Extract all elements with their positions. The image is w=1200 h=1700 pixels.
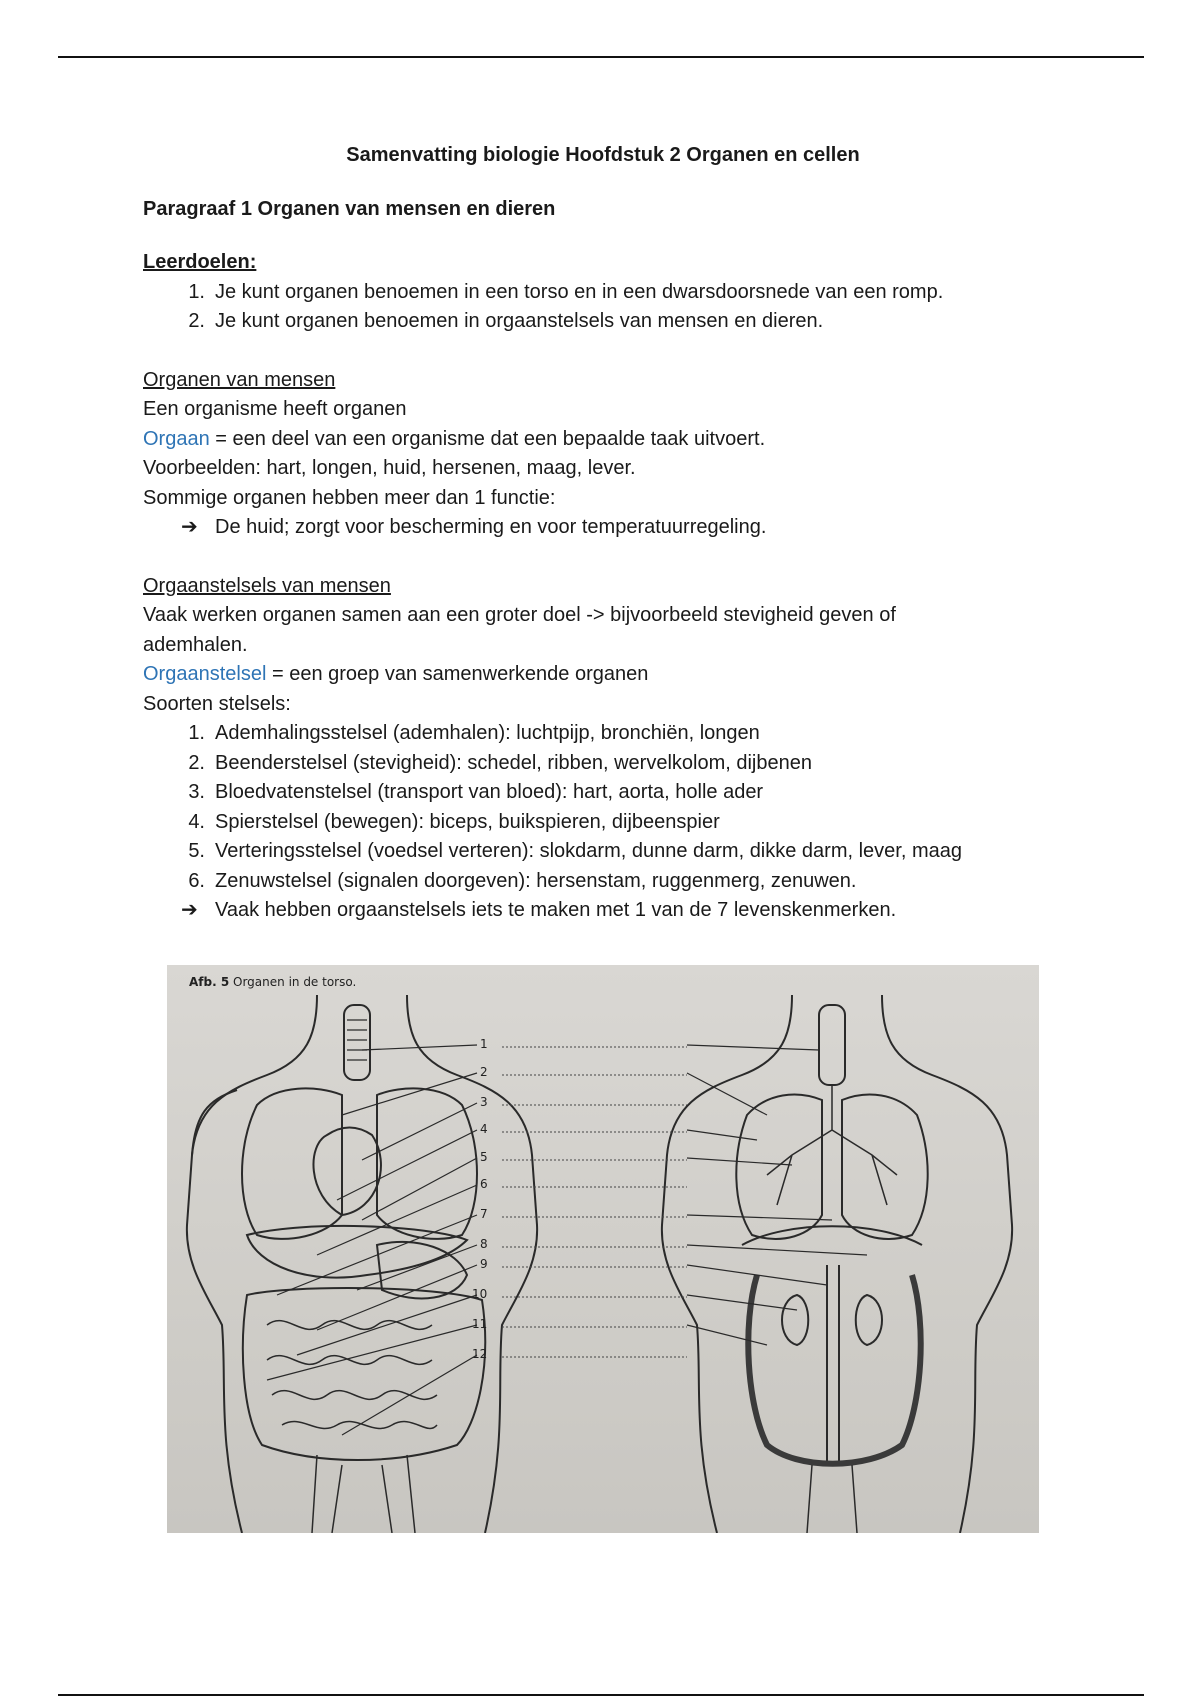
- item-number: 4.: [188, 810, 205, 833]
- organs-heading: Organen van mensen: [143, 368, 336, 391]
- systems-kinds: Soorten stelsels:: [143, 692, 291, 715]
- term-orgaan: Orgaan: [143, 427, 210, 450]
- arrow-text: De huid; zorgt voor bescherming en voor temperatuurregeling.: [215, 516, 767, 538]
- torso-illustration: [167, 965, 1039, 1533]
- figure-number: 12: [472, 1347, 488, 1361]
- bottom-rule: [58, 1694, 1144, 1696]
- list-item: [143, 837, 1063, 867]
- list-item: [143, 808, 1063, 838]
- organs-examples: Voorbeelden: hart, longen, huid, hersenen, maag, lever.: [143, 457, 636, 479]
- section-heading: Paragraaf 1 Organen van mensen en dieren: [143, 198, 556, 220]
- figure-number: 11: [472, 1317, 488, 1331]
- top-rule: [58, 56, 1144, 58]
- arrow-right-icon: ➔: [181, 899, 198, 921]
- item-number: 3.: [188, 781, 205, 803]
- list-item: [143, 307, 1063, 337]
- figure-number: 6: [480, 1177, 488, 1191]
- figure-number: 2: [480, 1065, 488, 1079]
- figure-number: 9: [480, 1257, 488, 1271]
- arrow-right-icon: ➔: [181, 516, 198, 538]
- figure-number: 4: [480, 1122, 488, 1136]
- organ-definition: [143, 425, 1063, 455]
- figure-label: Afb. 5: [189, 975, 230, 989]
- organs-multi: Sommige organen hebben meer dan 1 functie:: [143, 486, 556, 509]
- document-body: [143, 140, 1063, 926]
- list-item: [143, 867, 1063, 897]
- term-orgaanstelsel: Orgaanstelsel: [143, 663, 267, 685]
- figure-number: 1: [480, 1037, 488, 1051]
- item-text: Je kunt organen benoemen in een torso en in een dwarsdoorsnede van een romp.: [215, 280, 944, 303]
- list-item: [143, 778, 1063, 808]
- item-number: 2.: [188, 751, 205, 774]
- item-number: 2.: [188, 310, 205, 332]
- systems-intro-1: Vaak werken organen samen aan een groter doel -> bijvoorbeeld stevigheid geven of: [143, 604, 896, 626]
- definition-text: = een deel van een organisme dat een bepaalde taak uitvoert.: [209, 427, 766, 450]
- systems-list: [143, 719, 1063, 896]
- figure-number: 8: [480, 1237, 488, 1251]
- item-text: Zenuwstelsel (signalen doorgeven): hersenstam, ruggenmerg, zenuwen.: [215, 869, 857, 892]
- list-item: [143, 719, 1063, 749]
- item-text: Bloedvatenstelsel (transport van bloed): hart, aorta, holle ader: [215, 781, 764, 803]
- list-item: [143, 749, 1063, 779]
- item-number: 1.: [188, 280, 205, 303]
- figure-caption-text: Organen in de torso.: [233, 975, 357, 989]
- item-number: 5.: [188, 840, 205, 862]
- arrow-note: [143, 896, 1063, 926]
- systems-intro-2: ademhalen.: [143, 633, 248, 656]
- item-text: Beenderstelsel (stevigheid): schedel, ribben, wervelkolom, dijbenen: [215, 751, 812, 774]
- item-text: Verteringsstelsel (voedsel verteren): slokdarm, dunne darm, dikke darm, lever, maag: [215, 840, 963, 862]
- definition-text: = een groep van samenwerkende organen: [266, 663, 649, 685]
- system-definition: [143, 660, 1063, 690]
- goals-heading: Leerdoelen:: [143, 251, 257, 273]
- list-item: [143, 278, 1063, 308]
- item-text: Spierstelsel (bewegen): biceps, buikspieren, dijbeenspier: [215, 810, 720, 833]
- figure-number: 10: [472, 1287, 488, 1301]
- item-text: Ademhalingsstelsel (ademhalen): luchtpijp, bronchiën, longen: [215, 722, 760, 744]
- figure-number: 3: [480, 1095, 488, 1109]
- item-number: 1.: [188, 722, 205, 744]
- organs-line: Een organisme heeft organen: [143, 398, 407, 420]
- document-title: Samenvatting biologie Hoofdstuk 2 Organen en cellen: [346, 144, 860, 166]
- systems-heading: Orgaanstelsels van mensen: [143, 574, 391, 597]
- figure-number: 5: [480, 1150, 488, 1164]
- figure-number: 7: [480, 1207, 488, 1221]
- arrow-text: Vaak hebben orgaanstelsels iets te maken met 1 van de 7 levenskenmerken.: [215, 899, 897, 921]
- item-text: Je kunt organen benoemen in orgaanstelsels van mensen en dieren.: [215, 310, 824, 332]
- arrow-note: [143, 513, 1063, 543]
- torso-figure: [167, 965, 1039, 1533]
- item-number: 6.: [188, 869, 205, 892]
- goals-list: [143, 278, 1063, 337]
